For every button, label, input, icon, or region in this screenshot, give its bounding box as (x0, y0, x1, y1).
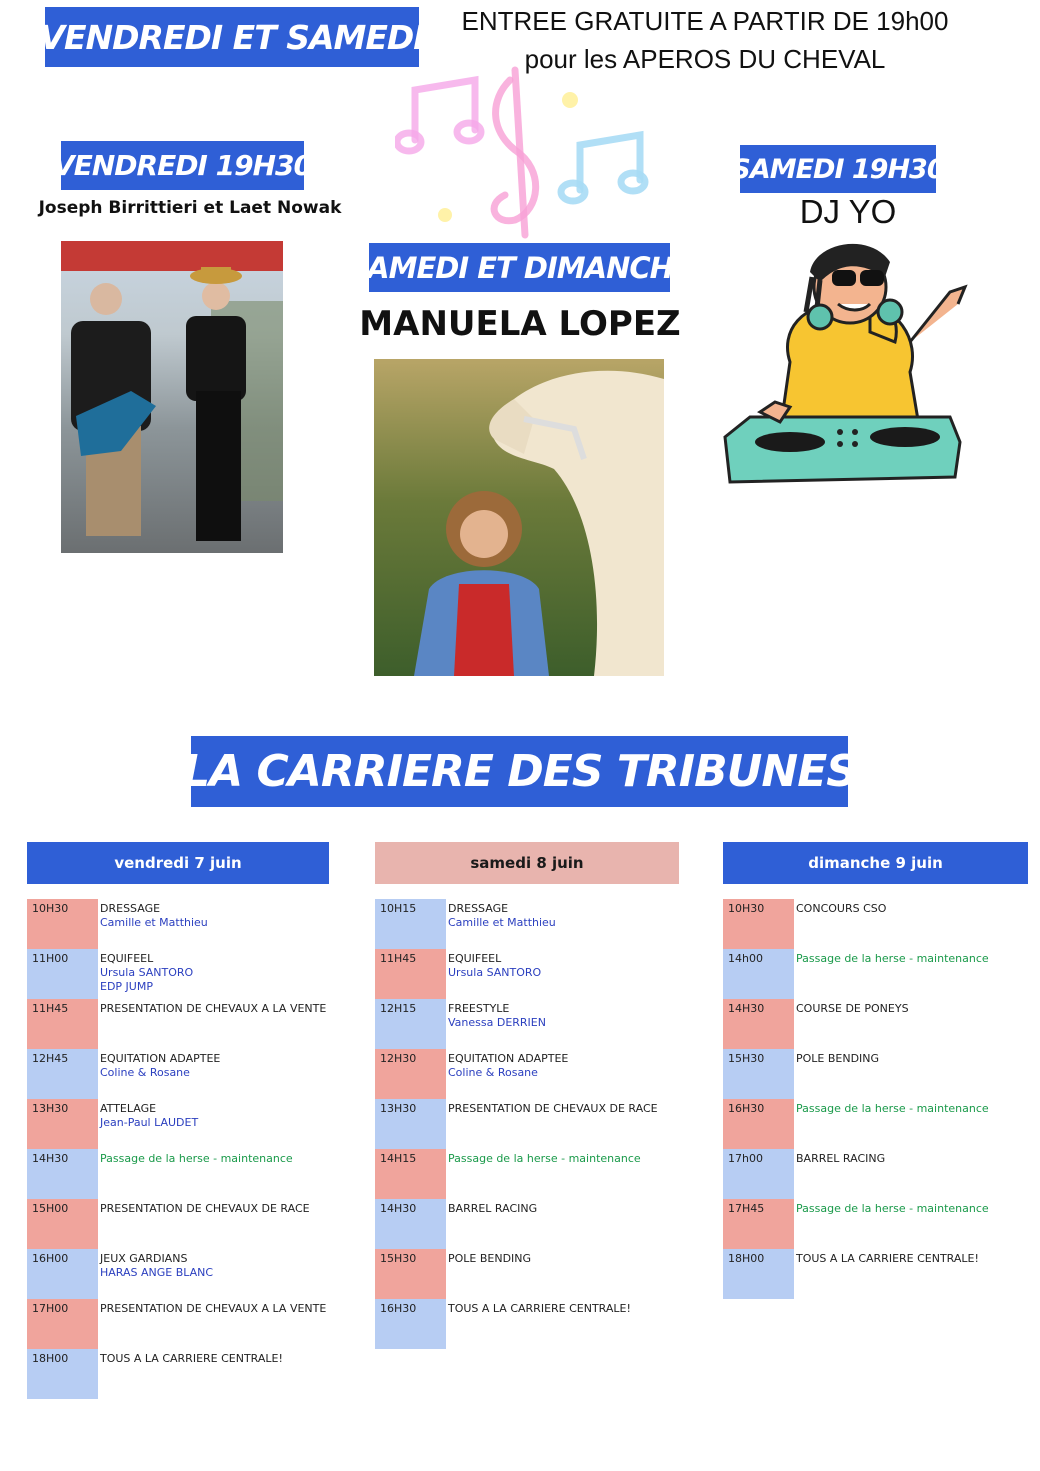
activity-performer: EDP JUMP (100, 980, 153, 993)
activity-name: EQUITATION ADAPTEE (100, 1052, 221, 1065)
schedule-activity (100, 1052, 220, 1080)
musicians-photo (61, 241, 283, 553)
schedule-activity (448, 952, 541, 980)
schedule-time: 18H00 (27, 1349, 98, 1399)
schedule-time: 18H00 (723, 1249, 794, 1299)
activity-name: PRESENTATION DE CHEVAUX DE RACE (448, 1102, 658, 1115)
schedule-activity (796, 1152, 885, 1166)
schedule-row (375, 1149, 679, 1199)
activity-name: Passage de la herse - maintenance (796, 1102, 989, 1115)
activity-name: CONCOURS CSO (796, 902, 887, 915)
schedule-time: 15H30 (723, 1049, 794, 1099)
activity-name: COURSE DE PONEYS (796, 1002, 909, 1015)
activity-name: TOUS A LA CARRIERE CENTRALE! (100, 1352, 283, 1365)
activity-name: POLE BENDING (448, 1252, 532, 1265)
schedule-time: 11H45 (375, 949, 446, 999)
schedule-time: 11H00 (27, 949, 98, 999)
schedule-activity (100, 1302, 326, 1316)
schedule-row (723, 949, 1028, 999)
activity-performer: Camille et Matthieu (100, 916, 208, 929)
activity-name: EQUIFEEL (448, 952, 502, 965)
schedule-time: 13H30 (27, 1099, 98, 1149)
saturday-artist-name: DJ YO (799, 193, 897, 230)
schedule-time: 14H30 (375, 1199, 446, 1249)
schedule-row (375, 949, 679, 999)
activity-name: ATTELAGE (100, 1102, 157, 1115)
schedule-activity (448, 1252, 531, 1266)
schedule-activity (796, 1052, 879, 1066)
activity-name: PRESENTATION DE CHEVAUX A LA VENTE (100, 1002, 327, 1015)
schedule-day-header: samedi 8 juin (375, 842, 679, 884)
schedule-row (723, 999, 1028, 1049)
activity-name: Passage de la herse - maintenance (448, 1152, 641, 1165)
activity-name: EQUIFEEL (100, 952, 154, 965)
schedule-row (27, 999, 329, 1049)
schedule-row (27, 1249, 329, 1299)
music-notes-decoration (395, 60, 665, 250)
schedule-time: 10H15 (375, 899, 446, 949)
schedule-row (375, 1299, 679, 1349)
schedule-time: 13H30 (375, 1099, 446, 1149)
activity-performer: HARAS ANGE BLANC (100, 1266, 214, 1279)
activity-performer: Ursula SANTORO (100, 966, 194, 979)
weekend-banner: SAMEDI ET DIMANCHE (369, 243, 670, 292)
schedule-activity (796, 1202, 989, 1216)
schedule-row (27, 1299, 329, 1349)
schedule-day-header: vendredi 7 juin (27, 842, 329, 884)
schedule-time: 16H30 (723, 1099, 794, 1149)
activity-name: POLE BENDING (796, 1052, 880, 1065)
schedule-time: 12H30 (375, 1049, 446, 1099)
schedule-time: 10H30 (723, 899, 794, 949)
schedule-row (375, 1049, 679, 1099)
schedule-row (27, 1099, 329, 1149)
activity-name: Passage de la herse - maintenance (796, 952, 989, 965)
activity-name: Passage de la herse - maintenance (796, 1202, 989, 1215)
activity-performer: Ursula SANTORO (448, 966, 542, 979)
schedule-time: 14H30 (723, 999, 794, 1049)
schedule-activity (100, 1352, 283, 1366)
activity-name: DRESSAGE (100, 902, 161, 915)
activity-name: PRESENTATION DE CHEVAUX A LA VENTE (100, 1302, 327, 1315)
schedule-activity (796, 1002, 909, 1016)
schedule-activity (796, 952, 989, 966)
schedule-time: 17H45 (723, 1199, 794, 1249)
schedule-time: 17h00 (723, 1149, 794, 1199)
schedule-row (723, 1049, 1028, 1099)
activity-performer: Jean-Paul LAUDET (100, 1116, 199, 1129)
schedule-time: 15H30 (375, 1249, 446, 1299)
days-banner: VENDREDI ET SAMEDI (45, 7, 419, 67)
activity-name: FREESTYLE (448, 1002, 510, 1015)
schedule-activity (448, 1002, 546, 1030)
entry-line-1: ENTREE GRATUITE A PARTIR DE 19h00 (461, 6, 949, 36)
schedule-row (27, 1049, 329, 1099)
schedule-activity (448, 1102, 658, 1116)
schedule-activity (100, 902, 208, 930)
activity-performer: Camille et Matthieu (448, 916, 556, 929)
activity-name: JEUX GARDIANS (100, 1252, 188, 1265)
activity-name: BARREL RACING (796, 1152, 886, 1165)
schedule-row (723, 1199, 1028, 1249)
carriere-title: LA CARRIERE DES TRIBUNES (191, 736, 848, 807)
activity-name: EQUITATION ADAPTEE (448, 1052, 569, 1065)
schedule-activity (796, 1252, 979, 1266)
activity-performer: Vanessa DERRIEN (448, 1016, 546, 1029)
horse-artist-photo (374, 359, 664, 676)
schedule-time: 16H30 (375, 1299, 446, 1349)
schedule-row (27, 899, 329, 949)
saturday-banner: SAMEDI 19H30 (740, 145, 936, 193)
schedule-day-header: dimanche 9 juin (723, 842, 1028, 884)
activity-name: Passage de la herse - maintenance (100, 1152, 293, 1165)
schedule-time: 14H15 (375, 1149, 446, 1199)
schedule-time: 16H00 (27, 1249, 98, 1299)
schedule-activity (100, 1252, 213, 1280)
friday-banner: VENDREDI 19H30 (61, 141, 304, 190)
schedule-time: 12H15 (375, 999, 446, 1049)
schedule-activity (796, 1102, 989, 1116)
schedule-activity (100, 1202, 310, 1216)
schedule-time: 14H30 (27, 1149, 98, 1199)
activity-name: TOUS A LA CARRIERE CENTRALE! (448, 1302, 631, 1315)
schedule-activity (100, 1152, 293, 1166)
schedule-row (375, 999, 679, 1049)
schedule-activity (448, 1052, 568, 1080)
schedule-time: 14h00 (723, 949, 794, 999)
schedule-activity (448, 1302, 631, 1316)
schedule-activity (448, 1152, 641, 1166)
schedule-activity (100, 1002, 326, 1016)
schedule-row (723, 1099, 1028, 1149)
schedule-row (375, 1249, 679, 1299)
schedule-row (27, 1199, 329, 1249)
schedule-activity (100, 952, 193, 994)
schedule-row (27, 1149, 329, 1199)
activity-performer: Coline & Rosane (100, 1066, 190, 1079)
activity-name: BARREL RACING (448, 1202, 538, 1215)
schedule-activity (100, 1102, 198, 1130)
schedule-row (27, 949, 329, 999)
schedule-activity (448, 1202, 537, 1216)
activity-name: TOUS A LA CARRIERE CENTRALE! (796, 1252, 979, 1265)
activity-name: DRESSAGE (448, 902, 509, 915)
schedule-activity (796, 902, 886, 916)
schedule-row (723, 1249, 1028, 1299)
schedule-row (723, 899, 1028, 949)
schedule-row (375, 1099, 679, 1149)
schedule-activity (448, 902, 556, 930)
schedule-row (375, 899, 679, 949)
schedule-time: 17H00 (27, 1299, 98, 1349)
entry-line-2: pour les APEROS DU CHEVAL (524, 44, 886, 74)
dj-illustration (720, 232, 980, 490)
schedule-row (723, 1149, 1028, 1199)
schedule-time: 15H00 (27, 1199, 98, 1249)
friday-artists: Joseph Birrittieri et Laet Nowak (38, 198, 342, 218)
weekend-artist-name: MANUELA LOPEZ (359, 304, 681, 344)
activity-name: PRESENTATION DE CHEVAUX DE RACE (100, 1202, 310, 1215)
schedule-time: 10H30 (27, 899, 98, 949)
schedule-time: 12H45 (27, 1049, 98, 1099)
schedule-time: 11H45 (27, 999, 98, 1049)
schedule-row (27, 1349, 329, 1399)
schedule-row (375, 1199, 679, 1249)
activity-performer: Coline & Rosane (448, 1066, 538, 1079)
